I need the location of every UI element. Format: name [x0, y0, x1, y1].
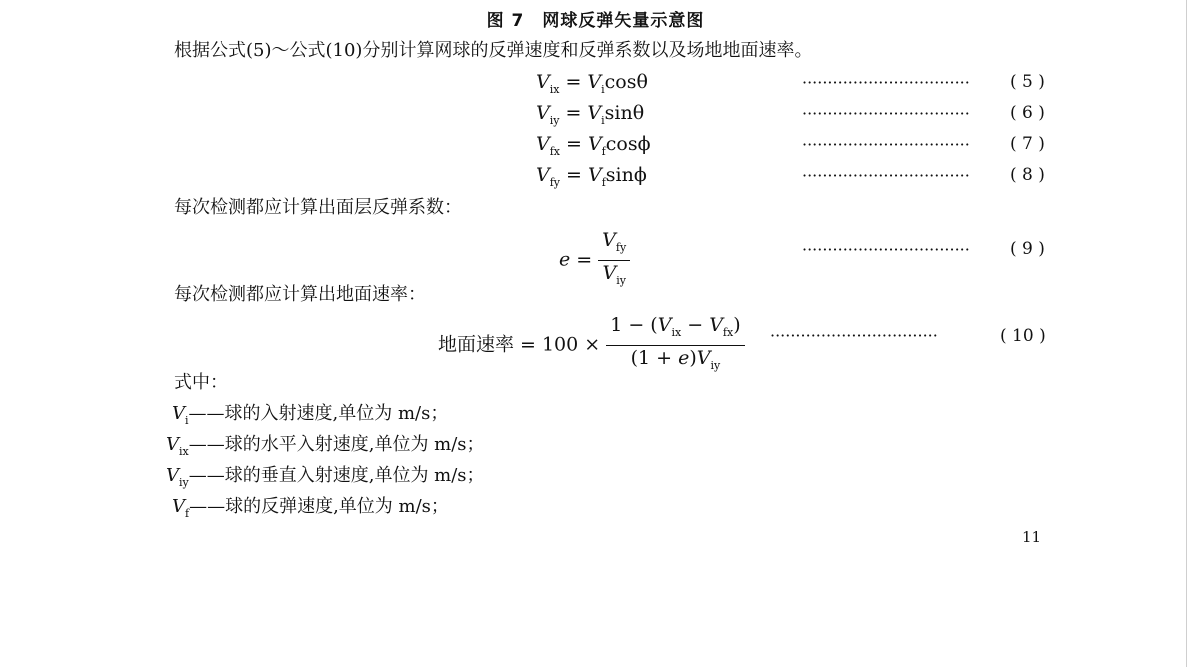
equation-number-10: ( 10 ) [1000, 326, 1046, 346]
where-label: 式中： [174, 372, 228, 393]
definition-vf: $V_f——$球的反弹速度,单位为 m/s； [172, 496, 449, 520]
leader-dots-9: ································· [802, 240, 970, 259]
figure-caption [0, 6, 1191, 31]
leader-dots-8: ································· [802, 166, 970, 185]
page-number: 11 [1022, 528, 1042, 546]
equation-number-6: ( 6 ) [1010, 103, 1045, 123]
equation-9: e = $\frac{V_{fy}}{V_{iy}}$ [559, 228, 630, 293]
equation-number-7: ( 7 ) [1010, 134, 1045, 154]
speed-paragraph: 每次检测都应计算出地面速率： [174, 284, 426, 305]
leader-dots-5: ································· [802, 73, 970, 92]
coefficient-paragraph: 每次检测都应计算出面层反弹系数： [174, 197, 462, 218]
equation-6: $V_{iy} = V_i\sin\theta$ [536, 102, 645, 127]
definition-viy: $V_{iy}——$球的垂直入射速度,单位为 m/s； [166, 465, 485, 489]
equation-number-9: ( 9 ) [1010, 239, 1045, 259]
eq9-lhs: e [559, 248, 571, 271]
definition-vix: $V_{ix}——$球的水平入射速度,单位为 m/s； [166, 434, 485, 458]
equation-7: $V_{fx} = V_f\cos\phi$ [536, 133, 651, 158]
leader-dots-10: ································· [770, 326, 938, 345]
figure-title: 网球反弹矢量示意图 [542, 11, 705, 31]
equation-8: $V_{fy} = V_f\sin\phi$ [536, 164, 647, 189]
definition-vi: $V_i——$球的入射速度,单位为 m/s； [172, 403, 449, 427]
leader-dots-6: ································· [802, 104, 970, 123]
equation-number-8: ( 8 ) [1010, 165, 1045, 185]
eq10-fraction: $\frac{1 - (V_{ix} - V_{fx})}{(1 + e)V_{iy}}$ [606, 313, 744, 378]
leader-dots-7: ································· [802, 135, 970, 154]
intro-paragraph: 根据公式(5)～公式(10)分别计算网球的反弹速度和反弹系数以及场地地面速率。 [174, 40, 813, 61]
equation-number-5: ( 5 ) [1010, 72, 1045, 92]
eq10-label: 地面速率 [438, 333, 515, 356]
equation-5: $V_{ix} = V_i\cos\theta$ [536, 71, 648, 96]
page-edge-line [1186, 0, 1187, 667]
eq9-fraction: $\frac{V_{fy}}{V_{iy}}$ [598, 228, 630, 293]
figure-number: 图 7 [486, 11, 525, 31]
equation-10: 地面速率 = 100 × $\frac{1 - (V_{ix} - V_{fx})}{(1 + e)V_{iy}}$ [438, 313, 745, 378]
